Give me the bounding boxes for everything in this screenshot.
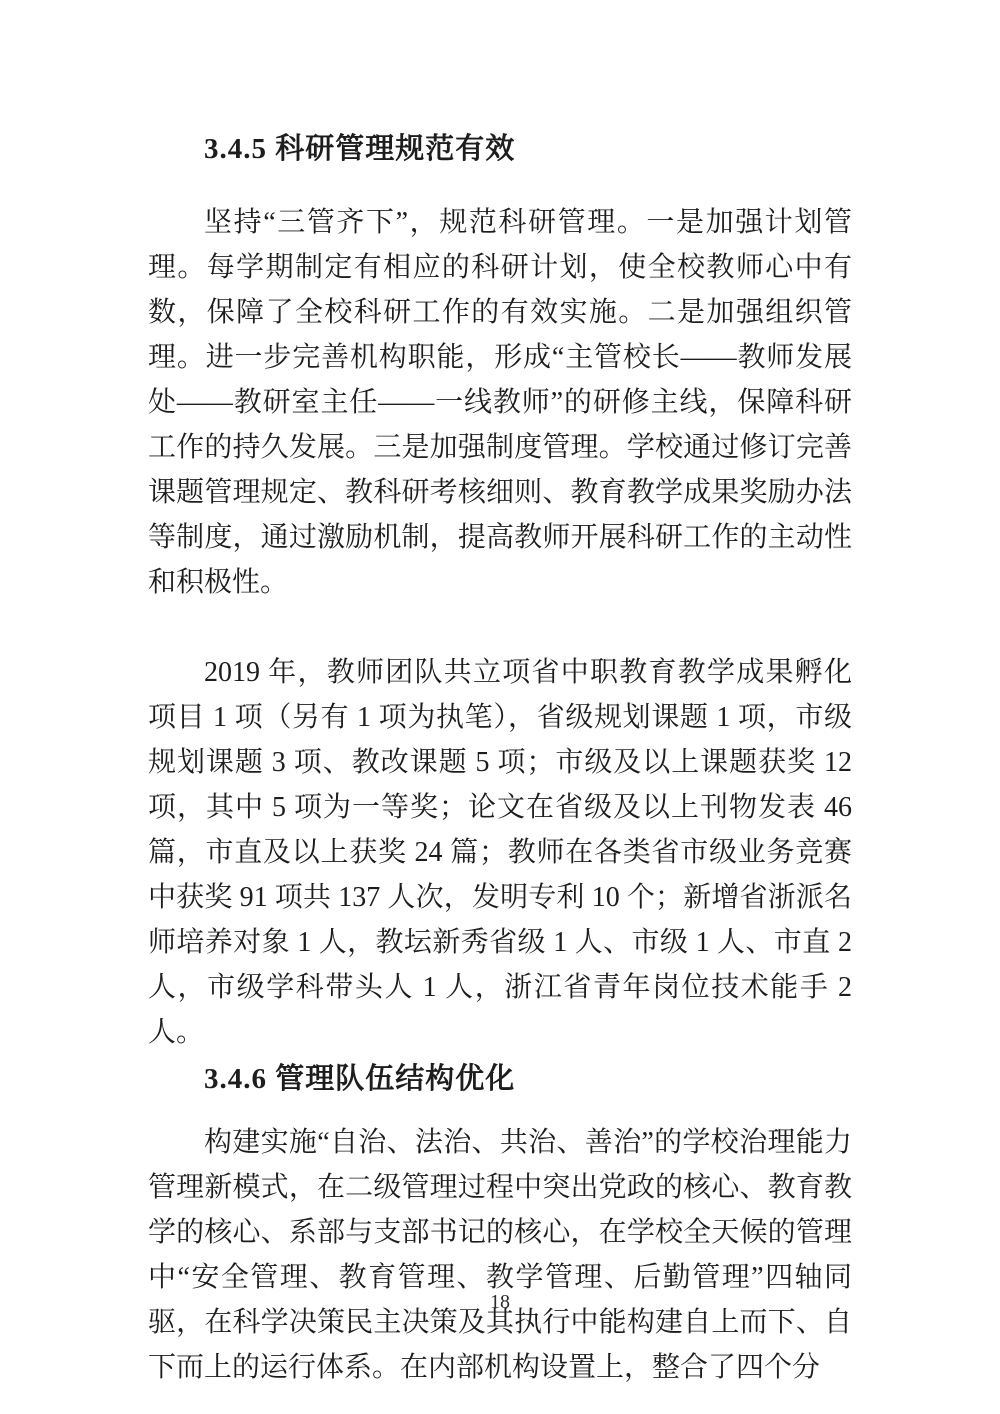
text-block xyxy=(148,0,852,1390)
body-paragraph: 构建实施“自治、法治、共治、善治”的学校治理能力管理新模式，在二级管理过程中突出党政的核心、教育教学的核心、系部与支部书记的核心，在学校全天候的管理中“安全管理、教育管理、教学管理、后勤管理”四轴同驱，在科学决策民主决策及其执行中能构建自上而下、自下而上的运行体系。在内部机构设置上，整合了四个分 xyxy=(148,1127,852,1383)
page-number: 18 xyxy=(490,1291,510,1313)
section-heading-3-4-5: 3.4.5 科研管理规范有效 xyxy=(204,133,516,165)
body-paragraph: 2019 年，教师团队共立项省中职教育教学成果孵化项目 1 项（另有 1 项为执笔），省级规划课题 1 项，市级规划课题 3 项、教改课题 5 项；市级及以上课题获奖 12 项，其中 5 项为一等奖；论文在省级及以上刊物发表 46 篇，市直及以上获奖 24 篇；教师在各类省市级业务竞赛中获奖 91 项共 137 人次，发明专利 10 个；新增省浙派名师培养对象 1 人，教坛新秀省级 1 人、市级 1 人、市直 2 人，市级学科带头人 1 人，浙江省青年岗位技术能手 2 人。 xyxy=(148,657,852,1048)
section-heading-3-4-6: 3.4.6 管理队伍结构优化 xyxy=(204,1063,516,1095)
body-paragraph: 坚持“三管齐下”，规范科研管理。一是加强计划管理。每学期制定有相应的科研计划，使全校教师心中有数，保障了全校科研工作的有效实施。二是加强组织管理。进一步完善机构职能，形成“主管校长——教师发展处——教研室主任——一线教师”的研修主线，保障科研工作的持久发展。三是加强制度管理。学校通过修订完善课题管理规定、教科研考核细则、教育教学成果奖励办法等制度，通过激励机制，提高教师开展科研工作的主动性和积极性。 xyxy=(148,207,852,598)
